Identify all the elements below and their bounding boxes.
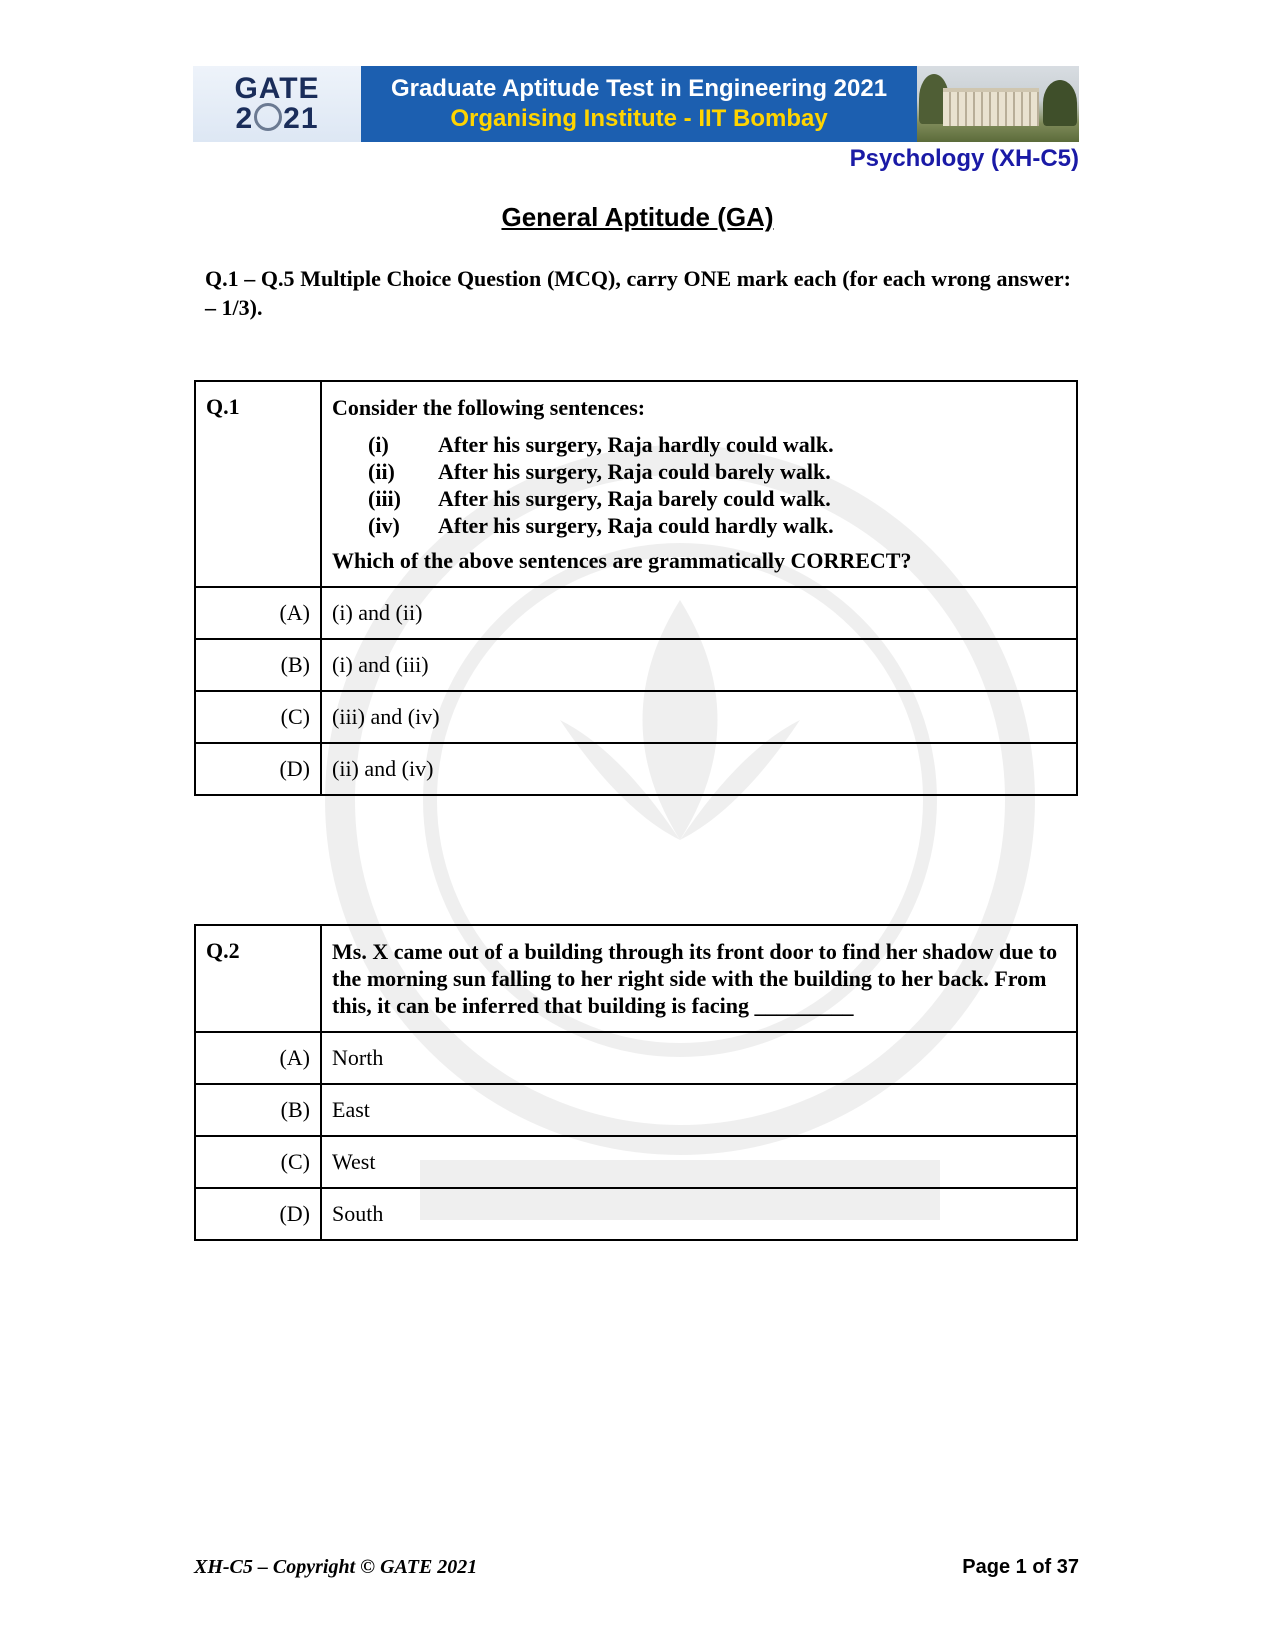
question-stem: Ms. X came out of a building through its front door to find her shadow due to the morning sun falling to her right side with the building to her back. From this, it can be inferred that building is facing _________	[321, 925, 1077, 1032]
header-banner	[193, 66, 1079, 142]
option-text: North	[321, 1032, 1077, 1084]
option-text: (iii) and (iv)	[321, 691, 1077, 743]
option-label: (D)	[195, 743, 321, 795]
banner-title	[361, 66, 917, 142]
footer-copyright: XH-C5 – Copyright © GATE 2021	[194, 1556, 478, 1578]
option-text: (i) and (iii)	[321, 639, 1077, 691]
option-label: (A)	[195, 587, 321, 639]
organising-institute: Organising Institute - IIT Bombay	[450, 105, 828, 132]
option-row	[195, 1084, 1077, 1136]
sentence-list	[368, 431, 1066, 539]
option-row	[195, 743, 1077, 795]
option-text: (i) and (ii)	[321, 587, 1077, 639]
question-intro: Consider the following sentences:	[332, 395, 646, 420]
section-title: General Aptitude (GA)	[501, 202, 774, 232]
option-label: (B)	[195, 639, 321, 691]
page-number: Page 1 of 37	[962, 1556, 1079, 1578]
question-2-table	[194, 924, 1078, 1241]
option-label: (B)	[195, 1084, 321, 1136]
option-text: South	[321, 1188, 1077, 1240]
list-item: (ii) After his surgery, Raja could barely walk.	[368, 459, 831, 484]
instructions: Q.1 – Q.5 Multiple Choice Question (MCQ), carry ONE mark each (for each wrong answer: – 1/3).	[205, 266, 1071, 320]
option-label: (C)	[195, 1136, 321, 1188]
option-row	[195, 1032, 1077, 1084]
option-label: (A)	[195, 1032, 321, 1084]
option-text: West	[321, 1136, 1077, 1188]
question-number: Q.2	[195, 925, 321, 1032]
option-row	[195, 639, 1077, 691]
subject-code: Psychology (XH-C5)	[849, 145, 1079, 172]
option-label: (C)	[195, 691, 321, 743]
option-row	[195, 587, 1077, 639]
option-text: East	[321, 1084, 1077, 1136]
emblem-icon	[254, 103, 282, 131]
question-number: Q.1	[195, 381, 321, 587]
option-row	[195, 691, 1077, 743]
option-row	[195, 1188, 1077, 1240]
campus-photo	[917, 66, 1079, 142]
exam-name: Graduate Aptitude Test in Engineering 2021	[390, 75, 888, 102]
list-item: (iii) After his surgery, Raja barely could walk.	[368, 486, 831, 511]
option-label: (D)	[195, 1188, 321, 1240]
question-1-table	[194, 380, 1078, 796]
list-item: (iv) After his surgery, Raja could hardly walk.	[368, 513, 834, 538]
option-text: (ii) and (iv)	[321, 743, 1077, 795]
question-prompt: Which of the above sentences are grammatically CORRECT?	[332, 548, 912, 573]
question-body	[321, 381, 1077, 587]
list-item: (i) After his surgery, Raja hardly could walk.	[368, 432, 834, 457]
gate-logo: GATE 2 21	[193, 66, 361, 142]
option-row	[195, 1136, 1077, 1188]
